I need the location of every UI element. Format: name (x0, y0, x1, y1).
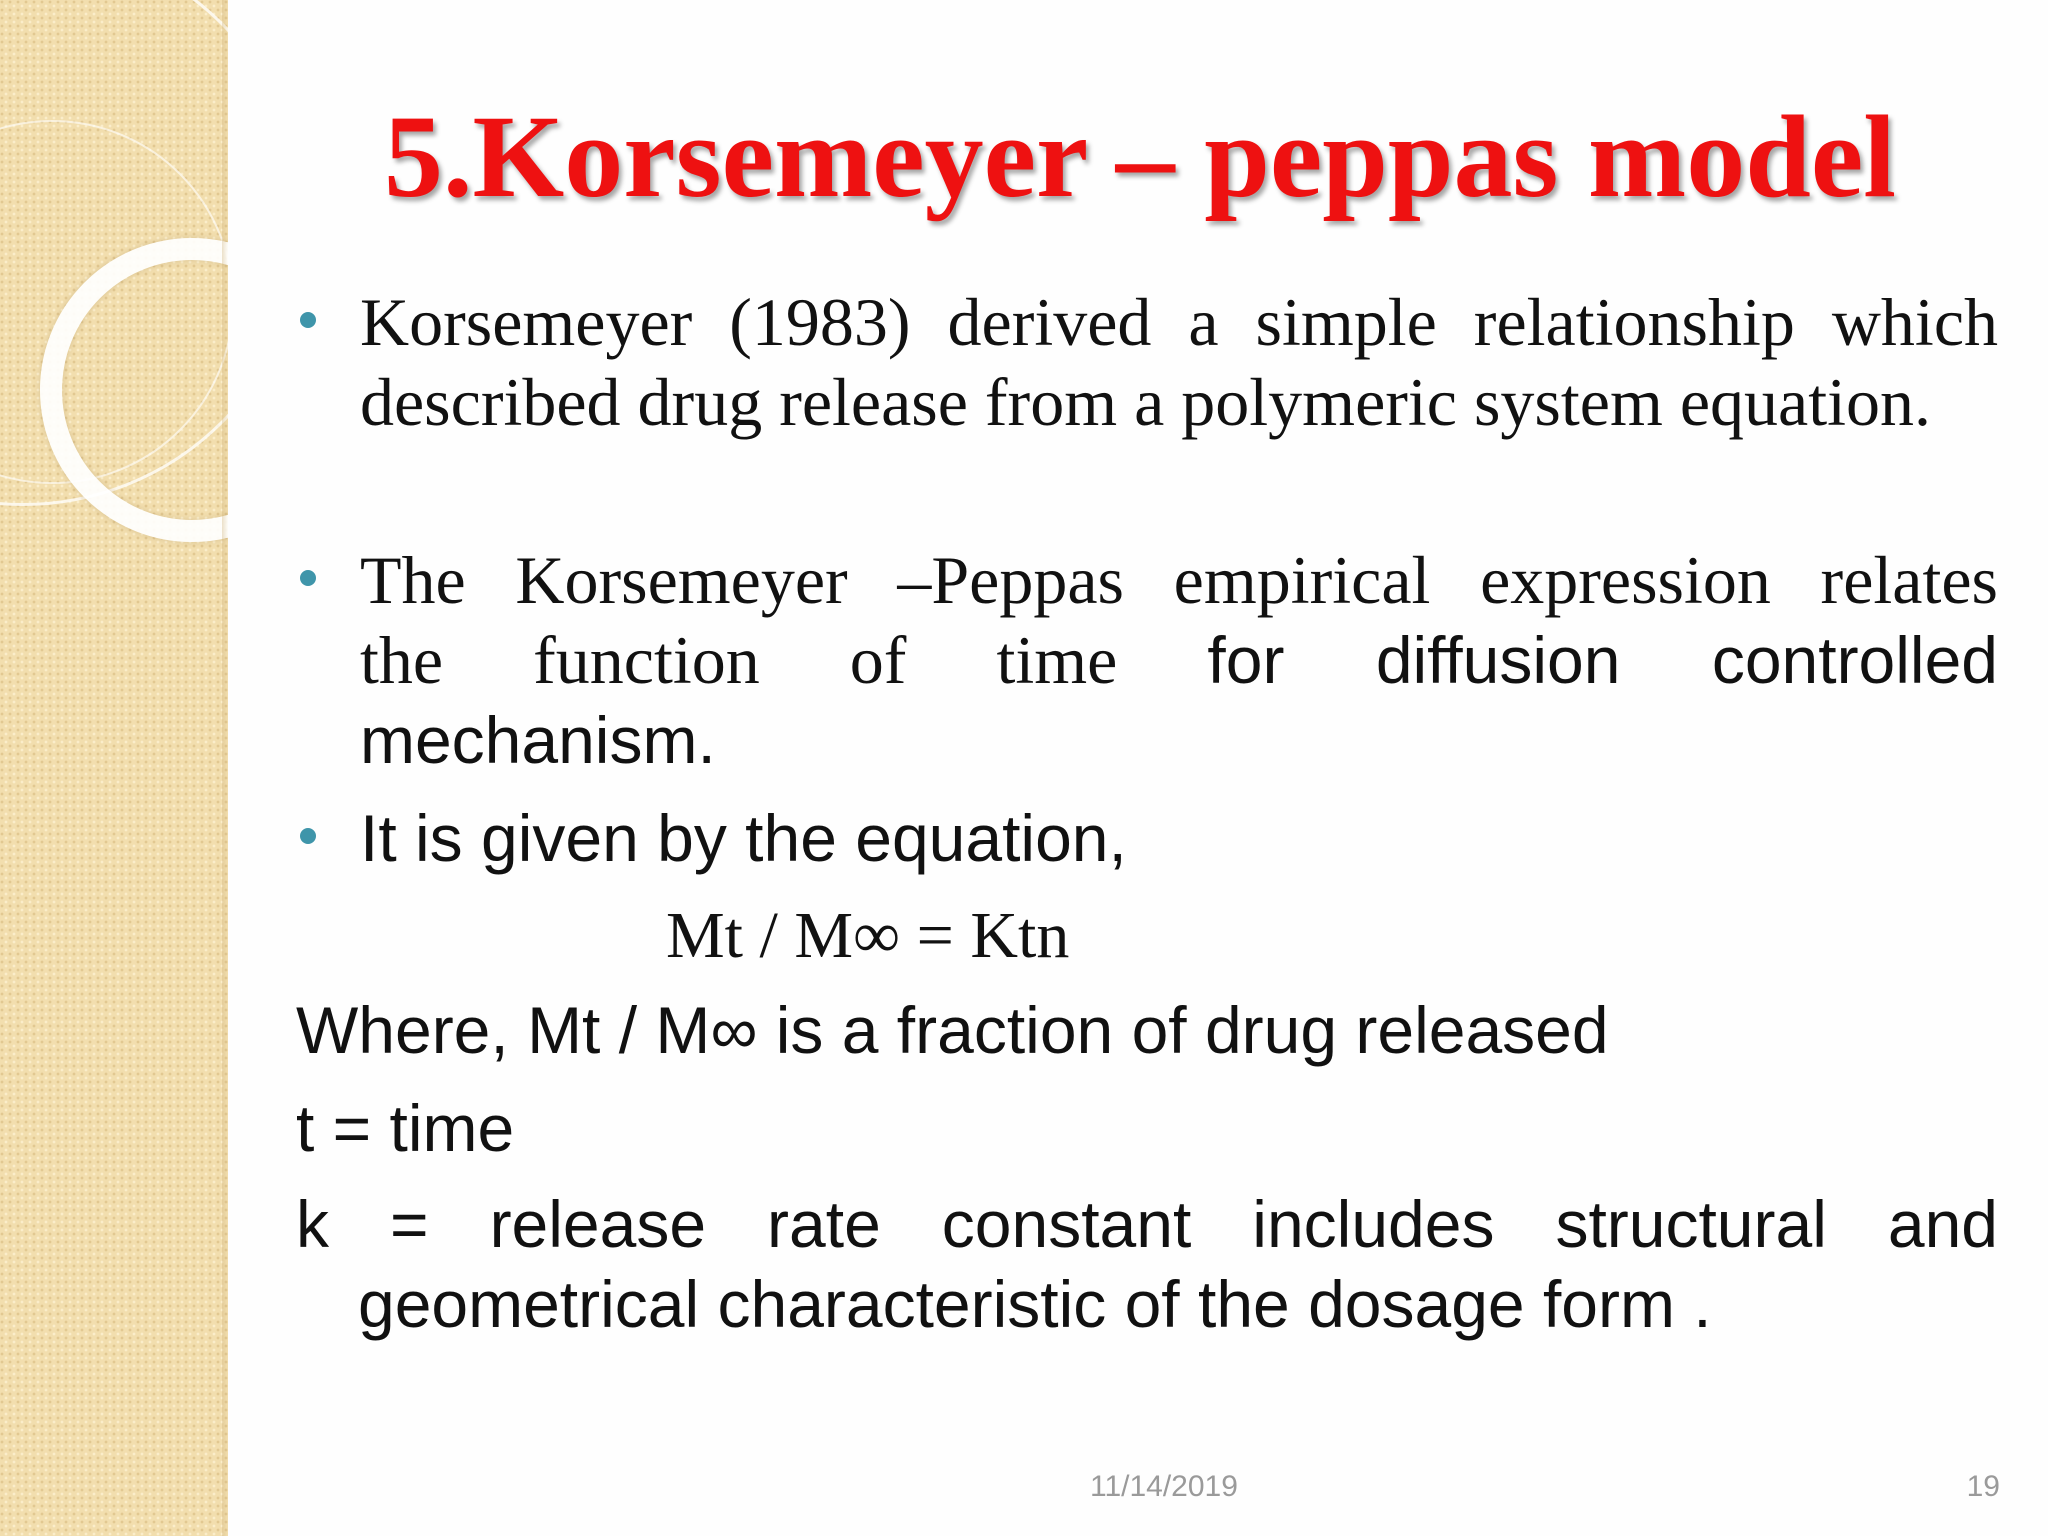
footer-date: 11/14/2019 (1090, 1470, 1238, 1503)
slide-title: 5.Korsemeyer – peppas model (384, 91, 1896, 222)
definition-t: t = time (296, 1091, 515, 1165)
bullet-text-segment: the function of time (360, 622, 1118, 698)
bullet-text (300, 540, 1998, 780)
bullet-text: It is given by the equation, (360, 801, 1127, 875)
definition-line: k = release rate constant includes structural and (296, 1187, 1998, 1261)
definition-k (296, 1184, 1998, 1344)
bullet-dot-icon (300, 570, 316, 586)
equation: Mt / M∞ = Ktn (666, 899, 1070, 972)
bullet-item (300, 282, 1998, 442)
bullet-text: Korsemeyer (1983) derived a simple relationship which described drug release from a polymeric system equation. (360, 284, 1998, 440)
bullet-dot-icon (300, 828, 316, 844)
bullet-dot-icon (300, 312, 316, 328)
slide-number: 19 (1966, 1470, 2000, 1503)
bullet-text-line: The Korsemeyer –Peppas empirical expression relates (360, 542, 1998, 618)
bullet-text-line: mechanism. (360, 703, 716, 777)
bullet-text-segment: for diffusion controlled (1207, 623, 1999, 697)
definition-where: Where, Mt / M∞ is a fraction of drug released (296, 993, 1609, 1067)
definition-line: geometrical characteristic of the dosage form . (358, 1267, 1712, 1341)
bullet-text-line (360, 620, 1998, 700)
bullet-item (300, 798, 1998, 878)
bullet-item (300, 540, 1998, 780)
